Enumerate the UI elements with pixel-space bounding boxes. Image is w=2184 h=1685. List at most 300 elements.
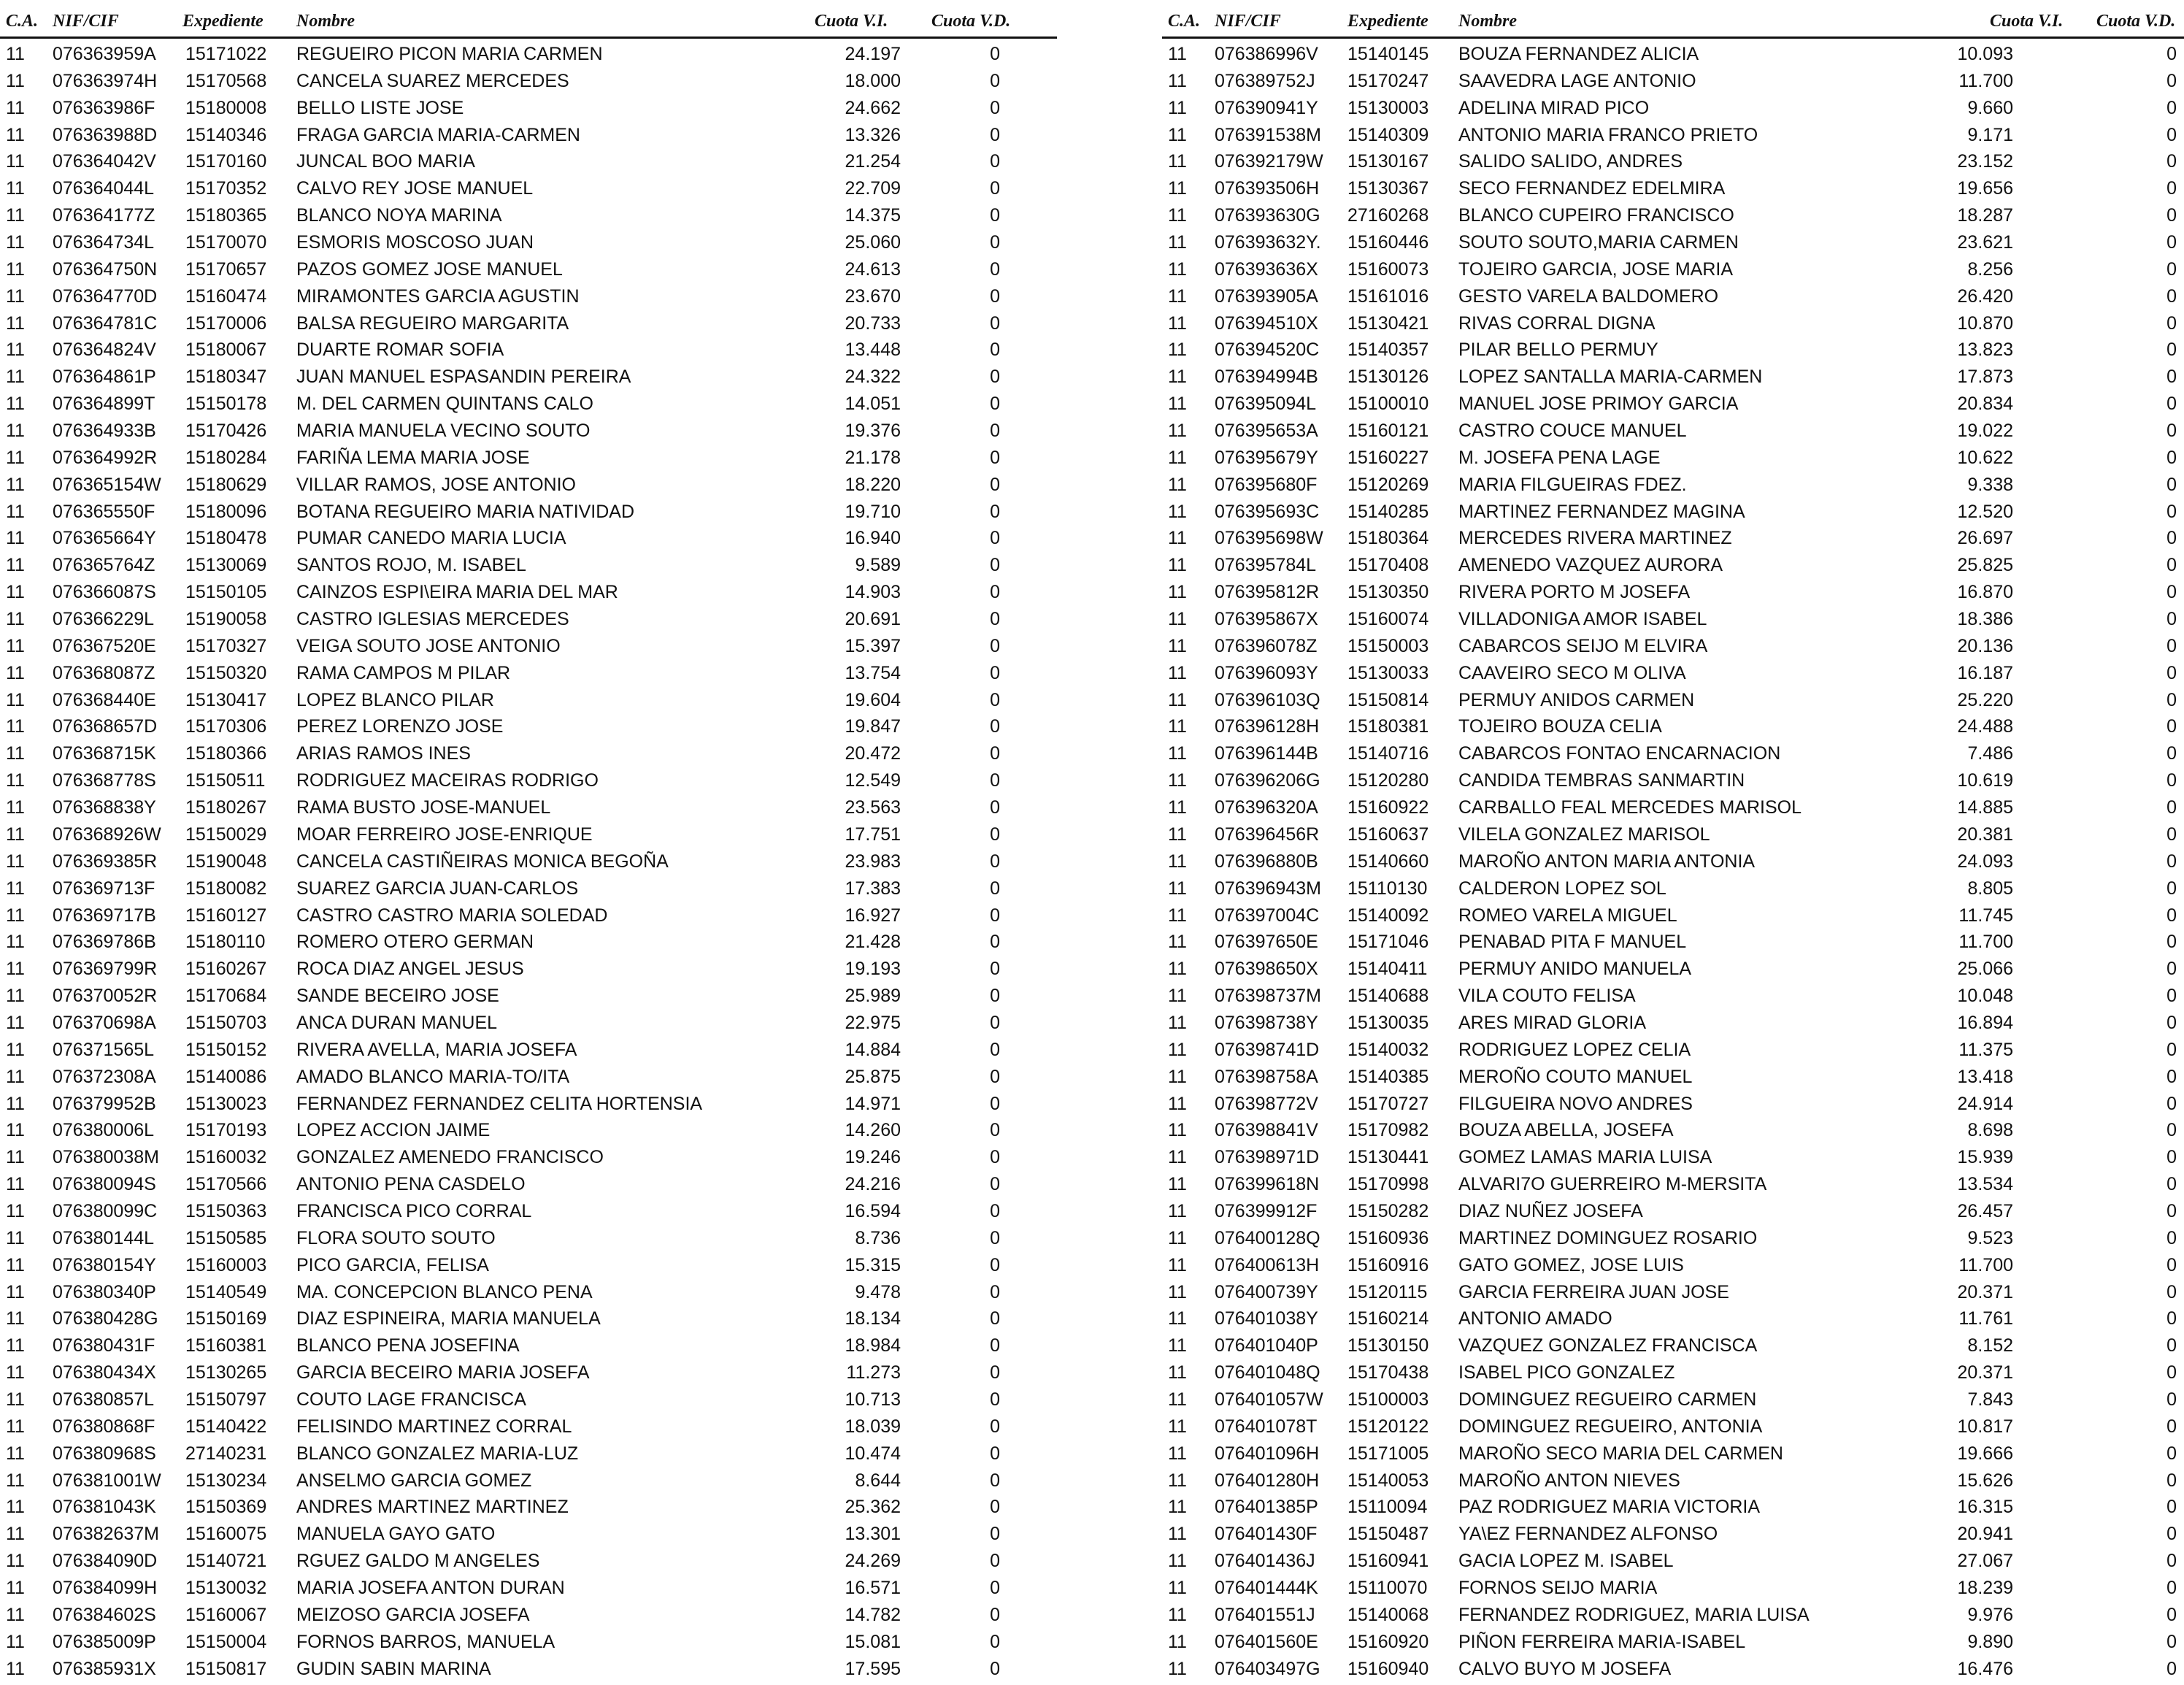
cell-nombre: MA. CONCEPCION BLANCO PENA [296,1281,593,1302]
table-row [0,68,1057,95]
cell-nombre: PIÑON FERREIRA MARIA-ISABEL [1458,1631,1746,1652]
cell-nombre: CAINZOS ESPI\EIRA MARIA DEL MAR [296,582,618,603]
cell-cuota-vd: 0 [2166,555,2177,576]
cell-expediente: 15160067 [185,1604,267,1625]
cell-cuota-vd: 0 [990,635,1000,656]
table-row [0,956,1057,983]
cell-ca: 11 [1168,501,1187,522]
table-row [0,1521,1057,1548]
cell-ca: 11 [1168,1200,1187,1221]
cell-nif: 076401048Q [1215,1362,1320,1383]
cell-nombre: BALSA REGUEIRO MARGARITA [296,312,569,334]
cell-cuota-vd: 0 [990,582,1000,603]
cell-cuota-vd: 0 [2166,1120,2177,1141]
cell-expediente: 15130234 [185,1470,267,1491]
table-row [1162,660,2184,687]
cell-nif: 076393506H [1215,178,1320,199]
cell-nif: 076398758A [1215,1066,1318,1087]
cell-ca: 11 [1168,1658,1187,1679]
cell-ca: 11 [1168,285,1187,307]
cell-ca: 11 [1168,151,1187,172]
cell-cuota-vd: 0 [990,905,1000,926]
cell-cuota-vd: 0 [2166,1551,2177,1572]
table-row [1162,902,2184,929]
table-row [0,499,1057,526]
cell-cuota-vd: 0 [990,1604,1000,1625]
cell-ca: 11 [6,1120,25,1141]
cell-expediente: 15160075 [185,1524,267,1545]
cell-cuota-vi: 20.691 [845,609,901,630]
cell-expediente: 15170566 [185,1174,267,1195]
cell-nombre: FORNOS SEIJO MARIA [1458,1577,1658,1598]
cell-nombre: FILGUEIRA NOVO ANDRES [1458,1093,1693,1114]
cell-nif: 076380857L [53,1389,155,1410]
table-row [1162,1252,2184,1279]
cell-ca: 11 [1168,1631,1187,1652]
table-row [1162,445,2184,472]
cell-cuota-vi: 18.239 [1957,1577,2013,1598]
cell-expediente: 15170070 [185,232,267,253]
cell-expediente: 15160073 [1347,258,1429,280]
cell-nombre: LOPEZ SANTALLA MARIA-CARMEN [1458,366,1763,388]
cell-nombre: BOUZA FERNANDEZ ALICIA [1458,44,1699,64]
cell-nombre: AMENEDO VAZQUEZ AURORA [1458,555,1723,576]
header-cuota-vd: Cuota V.D. [2096,12,2176,31]
cell-cuota-vi: 24.093 [1957,851,2013,872]
cell-ca: 11 [1168,366,1187,388]
cell-nif: 076386996V [1215,44,1318,64]
cell-nif: 076364177Z [53,205,155,226]
table-row [1162,1332,2184,1359]
cell-nif: 076369717B [53,905,156,926]
cell-expediente: 15130003 [1347,97,1429,118]
cell-nif: 076401040P [1215,1335,1318,1356]
cell-nif: 076397004C [1215,905,1320,926]
cell-nif: 076369799R [53,959,158,980]
cell-cuota-vi: 16.870 [1957,582,2013,603]
cell-cuota-vi: 13.534 [1957,1174,2013,1195]
cell-ca: 11 [6,689,25,710]
cell-cuota-vi: 8.152 [1967,1335,2013,1356]
cell-cuota-vd: 0 [2166,770,2177,791]
table-row [1162,1656,2184,1683]
cell-cuota-vi: 16.927 [845,905,901,926]
table-row [1162,148,2184,175]
table-row [0,364,1057,391]
cell-expediente: 15140660 [1347,851,1429,872]
cell-cuota-vi: 9.523 [1967,1227,2013,1248]
cell-cuota-vd: 0 [2166,1658,2177,1679]
table-row [0,767,1057,794]
cell-nombre: RODRIGUEZ MACEIRAS RODRIGO [296,770,599,791]
cell-nif: 076380340P [53,1281,156,1302]
cell-cuota-vi: 19.604 [845,689,901,710]
table-row [1162,579,2184,606]
cell-ca: 11 [1168,1335,1187,1356]
cell-cuota-vd: 0 [990,1174,1000,1195]
cell-nombre: FERNANDEZ RODRIGUEZ, MARIA LUISA [1458,1604,1810,1625]
cell-cuota-vi: 20.472 [845,743,901,764]
cell-cuota-vd: 0 [2166,44,2177,64]
cell-ca: 11 [1168,421,1187,442]
cell-nif: 076393632Y. [1215,232,1321,253]
cell-cuota-vi: 8.256 [1967,258,2013,280]
cell-nombre: CALDERON LOPEZ SOL [1458,878,1666,899]
cell-expediente: 15140385 [1347,1066,1429,1087]
cell-cuota-vd: 0 [2166,1577,2177,1598]
cell-nif: 076380868F [53,1416,155,1437]
table-row [0,1091,1057,1118]
cell-ca: 11 [6,312,25,334]
cell-cuota-vd: 0 [2166,312,2177,334]
cell-nif: 076396093Y [1215,662,1318,683]
cell-cuota-vi: 25.220 [1957,689,2013,710]
cell-cuota-vi: 8.805 [1967,878,2013,899]
cell-nombre: PERMUY ANIDOS CARMEN [1458,689,1695,710]
table-row [1162,956,2184,983]
cell-ca: 11 [6,851,25,872]
cell-cuota-vi: 16.187 [1957,662,2013,683]
cell-cuota-vd: 0 [990,824,1000,845]
cell-nombre: PENABAD PITA F MANUEL [1458,932,1687,953]
table-row [0,1010,1057,1037]
cell-nombre: MAROÑO ANTON NIEVES [1458,1470,1680,1491]
cell-expediente: 15130417 [185,689,267,710]
cell-cuota-vd: 0 [2166,986,2177,1007]
table-row [1162,1091,2184,1118]
cell-expediente: 15160474 [185,285,267,307]
cell-cuota-vi: 9.890 [1967,1631,2013,1652]
cell-ca: 11 [6,421,25,442]
cell-cuota-vi: 10.817 [1957,1416,2013,1437]
cell-nif: 076364899T [53,394,155,415]
cell-nombre: MARIA MANUELA VECINO SOUTO [296,421,591,442]
cell-nombre: ANSELMO GARCIA GOMEZ [296,1470,532,1491]
cell-nombre: ARIAS RAMOS INES [296,743,471,764]
cell-nombre: MARTINEZ DOMINGUEZ ROSARIO [1458,1227,1758,1248]
cell-nombre: VILA COUTO FELISA [1458,986,1636,1007]
cell-cuota-vi: 11.375 [1958,1039,2013,1060]
cell-expediente: 15130023 [185,1093,267,1114]
cell-nombre: LOPEZ ACCION JAIME [296,1120,491,1141]
cell-cuota-vd: 0 [990,70,1000,91]
table-row [1162,767,2184,794]
cell-cuota-vi: 24.662 [845,97,901,118]
table-row [1162,1494,2184,1521]
cell-expediente: 15171005 [1347,1443,1429,1464]
cell-expediente: 15130032 [185,1577,267,1598]
cell-cuota-vd: 0 [990,1200,1000,1221]
cell-nombre: SOUTO SOUTO,MARIA CARMEN [1458,232,1739,253]
cell-cuota-vi: 25.060 [845,232,901,253]
cell-cuota-vi: 26.697 [1957,528,2013,549]
cell-ca: 11 [1168,528,1187,549]
cell-cuota-vi: 16.940 [845,528,901,549]
cell-cuota-vd: 0 [2166,1200,2177,1221]
cell-expediente: 15150003 [1347,635,1429,656]
cell-nombre: ARES MIRAD GLORIA [1458,1012,1646,1033]
cell-cuota-vd: 0 [2166,339,2177,361]
header-rule [0,37,1057,39]
cell-cuota-vi: 10.619 [1957,770,2013,791]
cell-nif: 076380968S [53,1443,156,1464]
cell-cuota-vd: 0 [2166,394,2177,415]
cell-cuota-vi: 25.825 [1957,555,2013,576]
cell-ca: 11 [1168,1497,1187,1518]
table-row [0,1305,1057,1332]
cell-cuota-vd: 0 [2166,1039,2177,1060]
table-row [0,1386,1057,1413]
cell-cuota-vi: 19.656 [1957,178,2013,199]
cell-nif: 076396880B [1215,851,1318,872]
cell-cuota-vi: 11.273 [846,1362,901,1383]
cell-nif: 076400128Q [1215,1227,1320,1248]
cell-nombre: SUAREZ GARCIA JUAN-CARLOS [296,878,579,899]
cell-nif: 076364770D [53,285,158,307]
cell-nif: 076389752J [1215,70,1315,91]
cell-expediente: 15180284 [185,447,267,468]
cell-expediente: 27140231 [185,1443,267,1464]
cell-cuota-vi: 24.488 [1957,716,2013,737]
cell-cuota-vi: 20.733 [845,312,901,334]
cell-nombre: RODRIGUEZ LOPEZ CELIA [1458,1039,1691,1060]
cell-expediente: 15150152 [185,1039,267,1060]
cell-ca: 11 [6,1631,25,1652]
cell-nif: 076364992R [53,447,158,468]
cell-ca: 11 [1168,70,1187,91]
cell-cuota-vd: 0 [990,716,1000,737]
cell-expediente: 15180067 [185,339,267,361]
cell-ca: 11 [6,797,25,818]
table-row [0,122,1057,149]
cell-cuota-vd: 0 [990,44,1000,64]
cell-cuota-vd: 0 [990,1335,1000,1356]
cell-expediente: 15150703 [185,1012,267,1033]
cell-ca: 11 [1168,97,1187,118]
cell-cuota-vd: 0 [2166,1227,2177,1248]
cell-ca: 11 [1168,1389,1187,1410]
table-row [0,929,1057,956]
cell-ca: 11 [1168,1120,1187,1141]
table-row [0,229,1057,256]
cell-nif: 076384602S [53,1604,156,1625]
cell-nombre: MERCEDES RIVERA MARTINEZ [1458,528,1732,549]
cell-cuota-vi: 8.644 [855,1470,901,1491]
cell-cuota-vi: 16.476 [1957,1658,2013,1679]
cell-nombre: SANDE BECEIRO JOSE [296,986,499,1007]
cell-nif: 076395653A [1215,421,1318,442]
table-row [1162,95,2184,122]
cell-cuota-vd: 0 [990,1254,1000,1275]
cell-nombre: CABARCOS FONTAO ENCARNACION [1458,743,1781,764]
table-row [0,472,1057,499]
table-body [0,41,1057,1682]
cell-ca: 11 [1168,232,1187,253]
cell-ca: 11 [6,1147,25,1168]
cell-cuota-vi: 23.152 [1957,151,2013,172]
cell-cuota-vi: 22.975 [845,1012,901,1033]
cell-expediente: 15110070 [1347,1577,1428,1598]
cell-cuota-vi: 10.474 [845,1443,901,1464]
cell-cuota-vi: 16.594 [845,1200,901,1221]
cell-expediente: 15180629 [185,474,267,495]
cell-cuota-vi: 9.478 [855,1281,901,1302]
table-row [0,1252,1057,1279]
table-row [0,445,1057,472]
table-row [0,525,1057,552]
cell-nif: 076401436J [1215,1551,1315,1572]
cell-nif: 076363974H [53,70,158,91]
cell-nombre: FELISINDO MARTINEZ CORRAL [296,1416,572,1437]
cell-cuota-vd: 0 [990,1308,1000,1329]
cell-expediente: 15170352 [185,178,267,199]
cell-nif: 076379952B [53,1093,156,1114]
cell-nombre: ROMERO OTERO GERMAN [296,932,534,953]
cell-nombre: MANUELA GAYO GATO [296,1524,496,1545]
cell-ca: 11 [1168,1524,1187,1545]
table-row [1162,983,2184,1010]
cell-cuota-vi: 21.428 [845,932,901,953]
cell-cuota-vi: 19.193 [845,959,901,980]
cell-cuota-vi: 18.220 [845,474,901,495]
cell-nombre: GONZALEZ AMENEDO FRANCISCO [296,1147,604,1168]
cell-nombre: JUNCAL BOO MARIA [296,151,475,172]
cell-ca: 11 [1168,205,1187,226]
cell-cuota-vi: 21.254 [845,151,901,172]
table-row [1162,472,2184,499]
cell-ca: 11 [6,609,25,630]
cell-cuota-vi: 15.315 [845,1254,901,1275]
table-row [1162,794,2184,821]
cell-expediente: 15171022 [185,44,267,64]
cell-nif: 076364750N [53,258,158,280]
cell-ca: 11 [1168,959,1187,980]
table-row [1162,256,2184,283]
cell-expediente: 15120280 [1347,770,1429,791]
cell-expediente: 15150320 [185,662,267,683]
cell-expediente: 15120115 [1347,1281,1428,1302]
cell-expediente: 15140086 [185,1066,267,1087]
cell-nif: 076396456R [1215,824,1320,845]
cell-cuota-vi: 8.736 [855,1227,901,1248]
cell-expediente: 15140145 [1347,44,1429,64]
cell-ca: 11 [1168,1039,1187,1060]
header-nif: NIF/CIF [1215,12,1281,31]
cell-ca: 11 [6,528,25,549]
cell-ca: 11 [1168,339,1187,361]
cell-expediente: 15180267 [185,797,267,818]
cell-expediente: 15160940 [1347,1658,1429,1679]
cell-cuota-vi: 15.939 [1957,1147,2013,1168]
cell-nif: 076380434X [53,1362,156,1383]
cell-ca: 11 [6,501,25,522]
cell-nombre: BOUZA ABELLA, JOSEFA [1458,1120,1674,1141]
cell-ca: 11 [6,124,25,145]
cell-expediente: 15160941 [1347,1551,1429,1572]
table-row [0,552,1057,579]
cell-expediente: 15160127 [185,905,267,926]
table-row [0,875,1057,902]
cell-nif: 076401430F [1215,1524,1318,1545]
cell-expediente: 15161016 [1347,285,1429,307]
cell-cuota-vd: 0 [2166,797,2177,818]
cell-cuota-vi: 23.670 [845,285,901,307]
cell-expediente: 15171046 [1347,932,1429,953]
cell-nif: 076392179W [1215,151,1323,172]
cell-cuota-vd: 0 [2166,582,2177,603]
cell-expediente: 15160637 [1347,824,1429,845]
cell-nif: 076401057W [1215,1389,1323,1410]
table-body [1162,41,2184,1682]
cell-cuota-vd: 0 [990,743,1000,764]
cell-cuota-vi: 19.666 [1957,1443,2013,1464]
cell-nif: 076372308A [53,1066,156,1087]
cell-nombre: PEREZ LORENZO JOSE [296,716,504,737]
cell-cuota-vi: 18.984 [845,1335,901,1356]
table-row [1162,1629,2184,1656]
cell-ca: 11 [6,1470,25,1491]
cell-cuota-vd: 0 [990,421,1000,442]
cell-nombre: ROMEO VARELA MIGUEL [1458,905,1677,926]
cell-cuota-vd: 0 [990,285,1000,307]
header-cuota-vi: Cuota V.I. [815,12,888,31]
table-row [1162,418,2184,445]
table-row [0,202,1057,229]
cell-cuota-vd: 0 [990,447,1000,468]
cell-expediente: 15170006 [185,312,267,334]
header-ca: C.A. [6,12,39,31]
cell-ca: 11 [1168,743,1187,764]
cell-ca: 11 [6,1577,25,1598]
table-row [0,1117,1057,1144]
cell-ca: 11 [6,1497,25,1518]
cell-cuota-vd: 0 [2166,501,2177,522]
cell-ca: 11 [6,1012,25,1033]
cell-nif: 076395784L [1215,555,1317,576]
cell-nombre: MEIZOSO GARCIA JOSEFA [296,1604,530,1625]
table-row [0,95,1057,122]
cell-nif: 076395693C [1215,501,1320,522]
table-row [1162,1305,2184,1332]
cell-nombre: ALVARI7O GUERREIRO M-MERSITA [1458,1174,1767,1195]
cell-expediente: 15100003 [1347,1389,1429,1410]
cell-cuota-vd: 0 [2166,878,2177,899]
cell-nombre: MAROÑO SECO MARIA DEL CARMEN [1458,1443,1783,1464]
cell-nombre: SAAVEDRA LAGE ANTONIO [1458,70,1696,91]
cell-nif: 076365664Y [53,528,156,549]
cell-nif: 076398741D [1215,1039,1320,1060]
table-row [0,148,1057,175]
cell-cuota-vd: 0 [2166,285,2177,307]
cell-nif: 076391538M [1215,124,1321,145]
cell-nif: 076363988D [53,124,158,145]
cell-expediente: 15140411 [1347,959,1428,980]
cell-cuota-vi: 20.834 [1957,394,2013,415]
cell-expediente: 15120269 [1347,474,1429,495]
cell-ca: 11 [1168,609,1187,630]
header-expediente: Expediente [1347,12,1429,31]
cell-ca: 11 [1168,178,1187,199]
table-row [0,391,1057,418]
cell-cuota-vd: 0 [990,1416,1000,1437]
cell-cuota-vi: 19.022 [1957,421,2013,442]
cell-ca: 11 [6,986,25,1007]
cell-cuota-vd: 0 [2166,959,2177,980]
cell-cuota-vi: 11.761 [1958,1308,2013,1329]
cell-expediente: 15160381 [185,1335,267,1356]
table-row [0,1413,1057,1440]
cell-nif: 076365550F [53,501,155,522]
